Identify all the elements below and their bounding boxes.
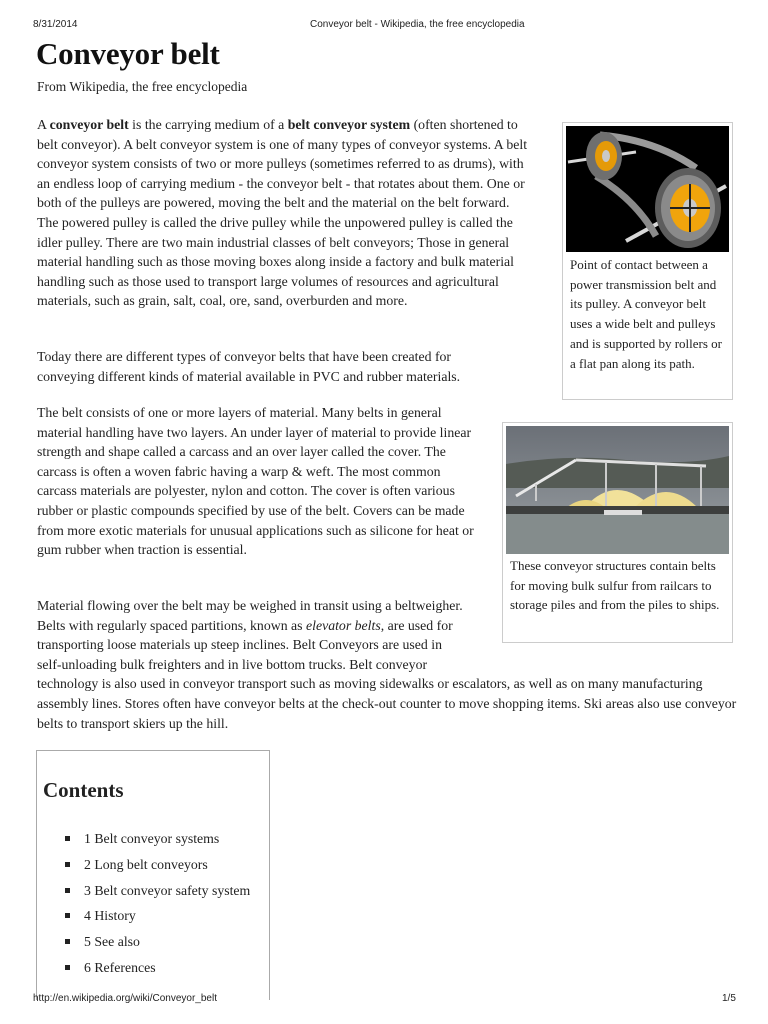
bullet-icon [65,913,70,918]
term-belt-conveyor-system: belt conveyor system [287,117,411,132]
toc-item[interactable]: 5 See also [65,932,250,958]
toc-item[interactable]: 3 Belt conveyor safety system [65,881,250,907]
bullet-icon [65,965,70,970]
term-elevator-belts: elevator belts [306,617,381,633]
pulley-image[interactable] [566,126,729,252]
intro-paragraph: A conveyor belt is the carrying medium of a belt conveyor system (often shortened to belt conveyor). A belt conveyor system is one of many types of conveyor systems. A belt conveyor system consists of two or more pulleys (sometimes referred to as drums), with an endless loop of carrying medium - the conveyor belt - that rotates about them. One or both of the pulleys are powered, moving the belt and the material on the belt forward. The powered pulley is called the drive pulley while the unpowered pulley is called the idler pulley. There are two main industrial classes of belt conveyors; Those in general material handling such as those moving boxes along inside a factory and bulk material handling such as those used to transport large volumes of resources and agricultural materials, such as grain, salt, coal, ore, sand, overburden and more. [37,117,528,309]
toc-item[interactable]: 2 Long belt conveyors [65,855,250,881]
toc-list [65,829,250,984]
print-url: http://en.wikipedia.org/wiki/Conveyor_belt [33,993,217,1004]
bullet-icon [65,862,70,867]
bullet-icon [65,836,70,841]
paragraph-material-flow: Material flowing over the belt may be weighed in transit using a beltweigher. Belts with regularly spaced partitions, known as elevator belts, are used for transporting loose materials up steep inclines. Belt Conveyors are used in self-unloading bulk freighters and in live bottom trucks. Belt conveyor technology is also used in conveyor transport such as moving sidewalks or escalators, as well as on many manufacturing assembly lines. Stores often have conveyor belts at the check-out counter to move shopping items. Ski areas also use conveyor belts to transport skiers up the hill. [37,598,737,731]
sulfur-caption: These conveyor structures contain belts for moving bulk sulfur from railcars to storage piles and from the piles to ships. [510,558,720,613]
sulfur-conveyor-image[interactable] [506,426,729,554]
toc-item[interactable]: 1 Belt conveyor systems [65,829,250,855]
paragraph-types: Today there are different types of conveyor belts that have been created for conveying different kinds of material available in PVC and rubber materials. [37,349,461,384]
bullet-icon [65,888,70,893]
print-page-title: Conveyor belt - Wikipedia, the free encyclopedia [310,19,525,30]
print-page-number: 1/5 [722,993,736,1004]
figure-pulley [562,122,733,400]
paragraph-layers: The belt consists of one or more layers of material. Many belts in general material handling have two layers. An under layer of material to provide linear strength and shape called a carcass and an over layer called the cover. The carcass is often a woven fabric having a warp & weft. The most common carcass materials are polyester, nylon and cotton. The cover is often various rubber or plastic compounds specified by use of the belt. Covers can be made from more exotic materials for unusual applications such as silicone for heat or gum rubber when traction is essential. [37,405,474,558]
term-conveyor-belt: conveyor belt [49,117,129,132]
toc-title: Contents [43,778,124,802]
page-subtitle: From Wikipedia, the free encyclopedia [37,79,248,94]
pulley-caption: Point of contact between a power transmission belt and its pulley. A conveyor belt uses a wide belt and pulleys and is supported by rollers or a flat pan along its path. [570,257,723,371]
print-date: 8/31/2014 [33,19,78,30]
toc-item[interactable]: 6 References [65,958,250,984]
toc-item[interactable]: 4 History [65,906,250,932]
table-of-contents [36,750,270,1000]
page-title: Conveyor belt [36,36,220,71]
bullet-icon [65,939,70,944]
